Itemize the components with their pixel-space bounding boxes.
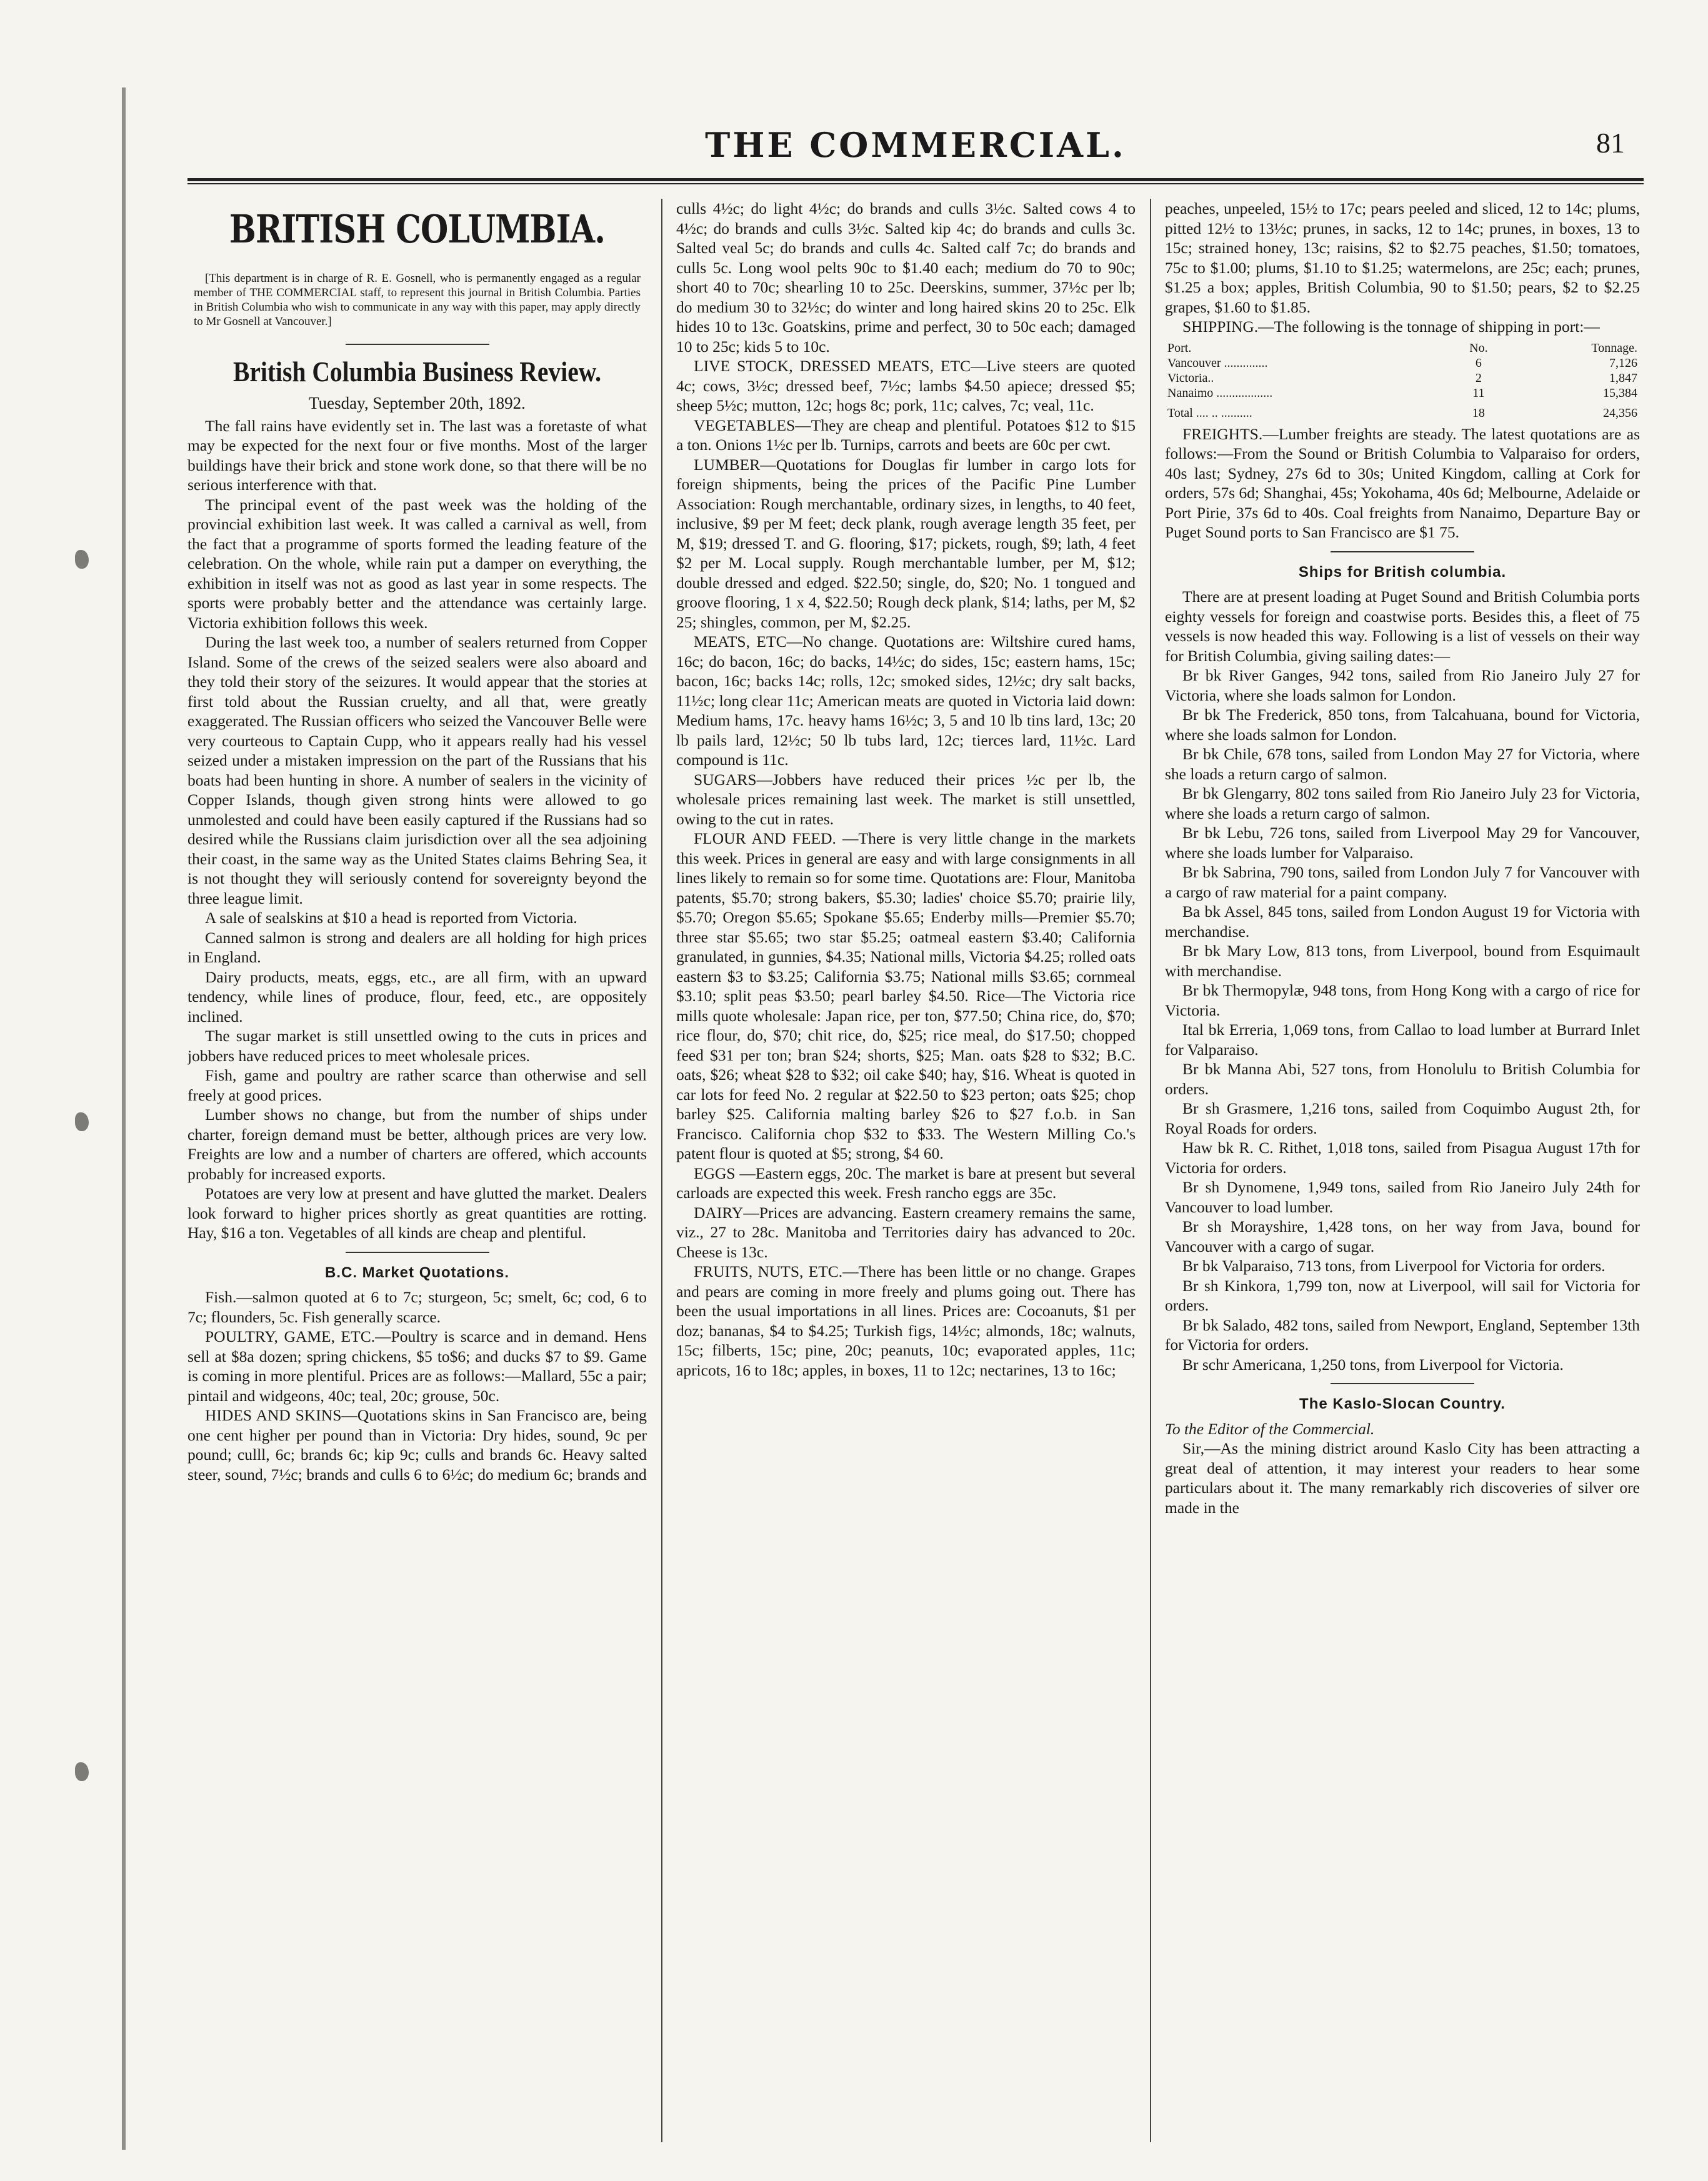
ship-entry: Haw bk R. C. Rithet, 1,018 tons, sailed from Pisagua August 17th for Victoria for orders.: [1165, 1139, 1640, 1177]
divider-rule: [1331, 1383, 1474, 1384]
table-header: Tonnage.: [1591, 341, 1637, 355]
table-row: [1165, 386, 1640, 401]
page-number: 81: [1596, 127, 1625, 159]
column-2: [676, 199, 1136, 2142]
article-paragraph: Potatoes are very low at present and have glutted the market. Dealers look forward to higher prices shortly as great quantities are rotting. Hay, $16 a ton. Vegetables of all kinds are cheap and plentiful.: [187, 1184, 647, 1242]
divider-rule: [1331, 551, 1474, 552]
article-paragraph: The sugar market is still unsettled owing to the cuts in prices and jobbers have reduced prices to meet wholesale prices.: [187, 1027, 647, 1065]
ship-entry: Br sh Dynomene, 1,949 tons, sailed from Rio Janeiro July 24th for Vancouver to load lumber.: [1165, 1178, 1640, 1216]
market-paragraph: LUMBER—Quotations for Douglas fir lumber in cargo lots for foreign shipments, being the prices of the Pacific Pine Lumber Association: Rough merchantable, ordinary sizes, in lengths, to 40 feet, inclusive, $9 per M feet; deck plank, rough average length 35 feet, per M, $19; dressed T. and G. flooring, $17; pickets, rough, $9; lath, 4 feet $2 per M. Local supply. Rough merchantable lumber, per M, $12; double dressed and edged. $22.50; single, do, $20; No. 1 tongued and groove flooring, 1 x 4, $22.50; Rough deck plank, $14; laths, per M, $2 25; shingles, common, per M, $2.25.: [676, 455, 1136, 631]
article-paragraph: Lumber shows no change, but from the number of ships under charter, foreign demand must be better, although prices are very low. Freights are low and a number of charters are offered, which accounts probably for increased exports.: [187, 1105, 647, 1183]
article-paragraph: Canned salmon is strong and dealers are all holding for high prices in England.: [187, 928, 647, 966]
market-paragraph: DAIRY—Prices are advancing. Eastern creamery remains the same, viz., 27 to 28c. Manitoba and Territories dairy has advanced to 20c. Cheese is 13c.: [676, 1203, 1136, 1261]
ship-entry: Br bk River Ganges, 942 tons, sailed from Rio Janeiro July 27 for Victoria, where she loads salmon for London.: [1165, 666, 1640, 704]
ship-entry: Br bk Sabrina, 790 tons, sailed from London July 7 for Vancouver with a cargo of raw material for a paint company.: [1165, 863, 1640, 901]
publication-title: THE COMMERCIAL.: [705, 125, 1126, 165]
table-cell: 7,126: [1609, 356, 1637, 370]
column-3: [1165, 199, 1640, 2142]
article-paragraph: During the last week too, a number of sealers returned from Copper Island. Some of the crews of the seized sealers were also aboard and they told their story of the seizures. It would appear that the stories at first told about the Russian cruelty, and all that, were greatly exaggerated. The Russian officers who seized the Vancouver Belle were very courteous to Captain Cupp, who it appears really had his vessel seized under a mistaken impression on the part of the Russians that his boats had been hunting in shore. A number of sealers in the vicinity of Copper Islands, though given strong hints were allowed to go unmolested and could have been easily captured if the Russians had so desired while the Russians claim jurisdiction over all the sea adjoining their coast, in the same way as the United States claims Behring Sea, it is not thought they will seriously contend for sovereignty beyond the three league limit.: [187, 633, 647, 907]
ship-entry: Br bk Lebu, 726 tons, sailed from Liverpool May 29 for Vancouver, where she loads lumber for Valparaiso.: [1165, 824, 1640, 862]
article-paragraph: Fish, game and poultry are rather scarce than otherwise and sell freely at good prices.: [187, 1066, 647, 1104]
ship-entry: Br schr Americana, 1,250 tons, from Liverpool for Victoria.: [1182, 1355, 1564, 1374]
letter-salutation-line: To the Editor of the Commercial.: [1165, 1419, 1375, 1438]
ship-entry: Br bk Salado, 482 tons, sailed from Newport, England, September 13th for Victoria for orders.: [1165, 1315, 1640, 1354]
table-total-row: [1165, 401, 1640, 421]
table-cell: 1,847: [1609, 371, 1637, 385]
article-paragraph: Dairy products, meats, eggs, etc., are all firm, with an upward tendency, while lines of produce, flour, feed, etc., are oppositely inclined.: [187, 967, 647, 1026]
table-header-row: [1165, 341, 1640, 356]
market-paragraph: culls 4½c; do light 4½c; do brands and culls 3½c. Salted cows 4 to 4½c; do brands and culls 3½c. Salted kip 4c; do brands and culls 3c. Salted veal 5c; do brands and culls 4c. Salted calf 7c; do brands and culls 5c. Long wool pelts 90c to $1.40 each; medium do 70 to 90c; short 40 to 70c; shearling 10 to 25c. Deerskins, summer, 37½c per lb; do medium 30 to 32½c; do winter and long haired skins 20 to 25c. Elk hides 10 to 13c. Goatskins, prime and perfect, 30 to 50c each; damaged 10 to 25c; kids 5 to 10c.: [676, 199, 1136, 356]
ship-entry: Br bk Manna Abi, 527 tons, from Honolulu to British Columbia for orders.: [1165, 1060, 1640, 1098]
column-1: [187, 199, 647, 2142]
ship-entry: Br bk Mary Low, 813 tons, from Liverpool, bound from Esquimault with merchandise.: [1165, 942, 1640, 980]
masthead: [187, 119, 1644, 175]
table-header: No.: [1469, 341, 1488, 355]
table-row: [1165, 371, 1640, 386]
table-cell: 15,384: [1603, 386, 1637, 400]
binding-edge: [122, 87, 126, 2150]
market-paragraph: VEGETABLES—They are cheap and plentiful. Potatoes $12 to $15 a ton. Onions 1½c per lb. Turnips, carrots and beets are 60c per cwt.: [676, 416, 1136, 454]
table-cell: 24,356: [1603, 406, 1637, 420]
ship-entry: Br bk The Frederick, 850 tons, from Talcahuana, bound for Victoria, where she loads salmon for London.: [1165, 706, 1640, 744]
market-heading: B.C. Market Quotations.: [324, 1264, 510, 1281]
margin-speck: [75, 1112, 89, 1131]
table-cell: 11: [1472, 386, 1485, 400]
ship-entry: Br bk Chile, 678 tons, sailed from London May 27 for Victoria, where she loads a return cargo of salmon.: [1165, 745, 1640, 783]
market-paragraph: POULTRY, GAME, ETC.—Poultry is scarce and in demand. Hens sell at $8a dozen; spring chickens, $5 to$6; and ducks $7 to $9. Game is coming in more plentiful. Prices are as follows:—Mallard, 55c a pair; pintail and widgeons, 40c; teal, 20c; grouse, 50c.: [187, 1327, 647, 1405]
ship-entry: Ital bk Erreria, 1,069 tons, from Callao to load lumber at Burrard Inlet for Valparaiso.: [1165, 1021, 1640, 1059]
ship-entry: Br bk Thermopylæ, 948 tons, from Hong Kong with a cargo of rice for Victoria.: [1165, 981, 1640, 1019]
table-cell: Nanaimo ..................: [1167, 386, 1273, 400]
market-paragraph: SUGARS—Jobbers have reduced their prices ½c per lb, the wholesale prices remaining last week. The market is still unsettled, owing to the cut in rates.: [676, 770, 1136, 828]
ship-entry: Ba bk Assel, 845 tons, sailed from London August 19 for Victoria with merchandise.: [1165, 902, 1640, 941]
shipping-intro: SHIPPING.—The following is the tonnage of shipping in port:—: [1182, 317, 1600, 336]
freight-paragraph: FREIGHTS.—Lumber freights are steady. The latest quotations are as follows:—From the Sound or British Columbia to Valparaiso for orders, 40s last; Sydney, 27s 6d to 30s; United Kingdom, calling at Cork for orders, 57s 6d; Shanghai, 45s; Yokohama, 40s 6d; Melbourne, Adelaide or Port Pirie, 37s 6d to 40s. Coal freights from Nanaimo, Departure Bay or Puget Sound ports to San Francisco are $1 75.: [1165, 424, 1640, 541]
masthead-rule: [187, 178, 1644, 181]
review-date: Tuesday, September 20th, 1892.: [309, 394, 526, 412]
ships-paragraph: There are at present loading at Puget Sound and British Columbia ports eighty vessels for foreign and coastwise ports. Besides this, a fleet of 75 vessels is now headed this way. Following is a list of vessels on their way for British Columbia, giving sailing dates:—: [1165, 587, 1640, 665]
department-note: [This department is in charge of R. E. Gosnell, who is permanently engaged as a regular member of THE COMMERCIAL staff, to represent this journal in British Columbia. Parties in British Columbia who wish to communicate in any way with this paper, may apply directly to Mr Gosnell at Vancouver.]: [194, 272, 641, 328]
ship-entry: Br sh Kinkora, 1,799 ton, now at Liverpool, will sail for Victoria for orders.: [1165, 1276, 1640, 1314]
divider-rule: [346, 1252, 489, 1253]
kaslo-heading: The Kaslo-Slocan Country.: [1299, 1395, 1506, 1412]
letter-paragraph: Sir,—As the mining district around Kaslo City has been attracting a great deal of attention, it may interest your readers to hear some particulars about it. The many remarkably rich discoveries of silver ore made in the: [1165, 1439, 1640, 1517]
market-paragraph: Fish.—salmon quoted at 6 to 7c; sturgeon, 5c; smelt, 6c; cod, 6 to 7c; flounders, 5c. Fish generally scarce.: [187, 1288, 647, 1326]
ship-entry: Br sh Grasmere, 1,216 tons, sailed from Coquimbo August 2th, for Royal Roads for orders.: [1165, 1099, 1640, 1137]
section-title: BRITISH COLUMBIA.: [229, 206, 606, 252]
review-title: British Columbia Business Review.: [232, 356, 602, 387]
article-paragraph: The principal event of the past week was the holding of the provincial exhibition last week. It was called a carnival as well, from the fact that a programme of sports formed the leading feature of the celebration. On the whole, while rain put a damper on everything, the exhibition in itself was not as good as last year in some respects. The sports were probably better and the attendance was certainly large. Victoria exhibition follows this week.: [187, 495, 647, 632]
table-cell: Total .... .. ..........: [1167, 406, 1252, 420]
ships-heading: Ships for British columbia.: [1298, 563, 1507, 581]
ship-entry: Br bk Glengarry, 802 tons sailed from Rio Janeiro July 23 for Victoria, where she loads a return cargo of salmon.: [1165, 784, 1640, 822]
market-paragraph: peaches, unpeeled, 15½ to 17c; pears peeled and sliced, 12 to 14c; plums, pitted 12½ to 13½c; prunes, in sacks, 12 to 14c; prunes, in boxes, 13 to 15c; strained honey, 13c; raisins, $2 to $2.75 peaches, $1.50; tomatoes, 75c to $1.00; plums, $1.10 to $1.25; watermelons, are 25c; each; prunes, $1.25 a box; apples, British Columbia, 90 to $1.50; pears, $2 to $2.25 grapes, $1.60 to $1.85.: [1165, 199, 1640, 316]
table-cell: 18: [1472, 406, 1485, 420]
column-divider: [661, 199, 662, 2142]
market-paragraph: EGGS —Eastern eggs, 20c. The market is bare at present but several carloads are expected this week. Fresh rancho eggs are 35c.: [676, 1164, 1136, 1202]
market-paragraph: HIDES AND SKINS—Quotations skins in San Francisco are, being one cent higher per pound than in Victoria: Dry hides, sound, 9c per pound; culll, 6c; brands 6c; kip 9c; culls and brands 6c. Heavy salted steer, sound, 7½c; brands and culls 6 to 6½c; do medium 6c; brands and: [187, 1406, 647, 1484]
market-paragraph: LIVE STOCK, DRESSED MEATS, ETC—Live steers are quoted 4c; cows, 3½c; dressed beef, 7½c; lambs $4.50 apiece; dressed $5; sheep 5½c; mutton, 12c; hogs 8c; pork, 11c; calves, 7c; veal, 11c.: [676, 357, 1136, 414]
article-paragraph: The fall rains have evidently set in. The last was a foretaste of what may be expected for the next four or five months. Most of the larger buildings have their brick and stone work done, so that there will be no serious interference with that.: [187, 416, 647, 494]
margin-speck: [75, 550, 89, 569]
divider-rule: [346, 344, 489, 345]
masthead-rule-thin: [187, 183, 1644, 184]
ship-entry: Br bk Valparaiso, 713 tons, from Liverpool for Victoria for orders.: [1182, 1257, 1606, 1275]
table-cell: 6: [1475, 356, 1482, 370]
column-divider: [1150, 199, 1151, 2142]
table-cell: Vancouver ..............: [1167, 356, 1268, 370]
market-paragraph: FLOUR AND FEED. —There is very little change in the markets this week. Prices in general are easy and with large consignments in all lines likely to remain so for some time. Quotations are: Flour, Manitoba patents, $5.70; strong bakers, $5.30; ladies' choice $5.70; prairie lily, $5.70; Oregon $5.65; Spokane $5.65; Enderby mills—Premier $5.70; three star $5.65; two star $5.25; oatmeal eastern $3.40; California granulated, in gunnies, $4.35; National mills, Victoria $4.25; rolled oats eastern $3 to $3.25; California $3.75; National mills $3.65; cornmeal $3.10; split peas $3.50; pearl barley $4.50. Rice—The Victoria rice mills quote wholesale: Japan rice, per ton, $77.50; China rice, do, $70; rice flour, do, $70; chit rice, do, $25; rice meal, do $17.50; chopped feed $31 per ton; bran $24; shorts, $25; Man. oats $28 to $32; B.C. oats, $26; wheat $28 to $32; oil cake $40; hay, $16. Wheat is quoted in car lots for feed No. 2 regular at $22.50 to $23 perton; oats $25; chop barley $25. California malting barley $26 to $27 f.o.b. in San Francisco. California chop $32 to $33. The Western Milling Co.'s patent flour is quoted at $5; strong, $4 60.: [676, 829, 1136, 1162]
article-paragraph: A sale of sealskins at $10 a head is reported from Victoria.: [205, 909, 577, 927]
table-cell: 2: [1475, 371, 1482, 385]
table-row: [1165, 356, 1640, 371]
table-header: Port.: [1167, 341, 1192, 355]
market-paragraph: FRUITS, NUTS, ETC.—There has been little or no change. Grapes and pears are coming in more freely and plums going out. There has been the usual importations in all lines. Prices are: Cocoanuts, $1 per doz; bananas, $4 to $4.25; Turkish figs, 14½c; almonds, 18c; walnuts, 15c; filberts, 15c; pine, 20c; peanuts, 10c; evaporated apples, 11c; apricots, 16 to 18c; apples, in boxes, 11 to 12c; nectarines, 13 to 16c;: [676, 1262, 1136, 1379]
market-paragraph: MEATS, ETC—No change. Quotations are: Wiltshire cured hams, 16c; do bacon, 16c; do backs, 14½c; do sides, 15c; eastern hams, 15c; bacon, 16c; backs 14c; rolls, 12c; smoked sides, 12½c; dry salt backs, 11½c; long clear 11c; American meats are quoted in Victoria laid down: Medium hams, 17c. heavy hams 16½c; 3, 5 and 10 lb tins lard, 13c; 20 lb pails lard, 12½c; 50 lb tubs lard, 12c; tierces lard, 11½c. Lard compound is 11c.: [676, 632, 1136, 769]
ship-entry: Br sh Morayshire, 1,428 tons, on her way from Java, bound for Vancouver with a cargo of sugar.: [1165, 1217, 1640, 1255]
shipping-table: [1165, 341, 1640, 421]
table-cell: Victoria..: [1167, 371, 1214, 385]
margin-speck: [75, 1762, 89, 1781]
